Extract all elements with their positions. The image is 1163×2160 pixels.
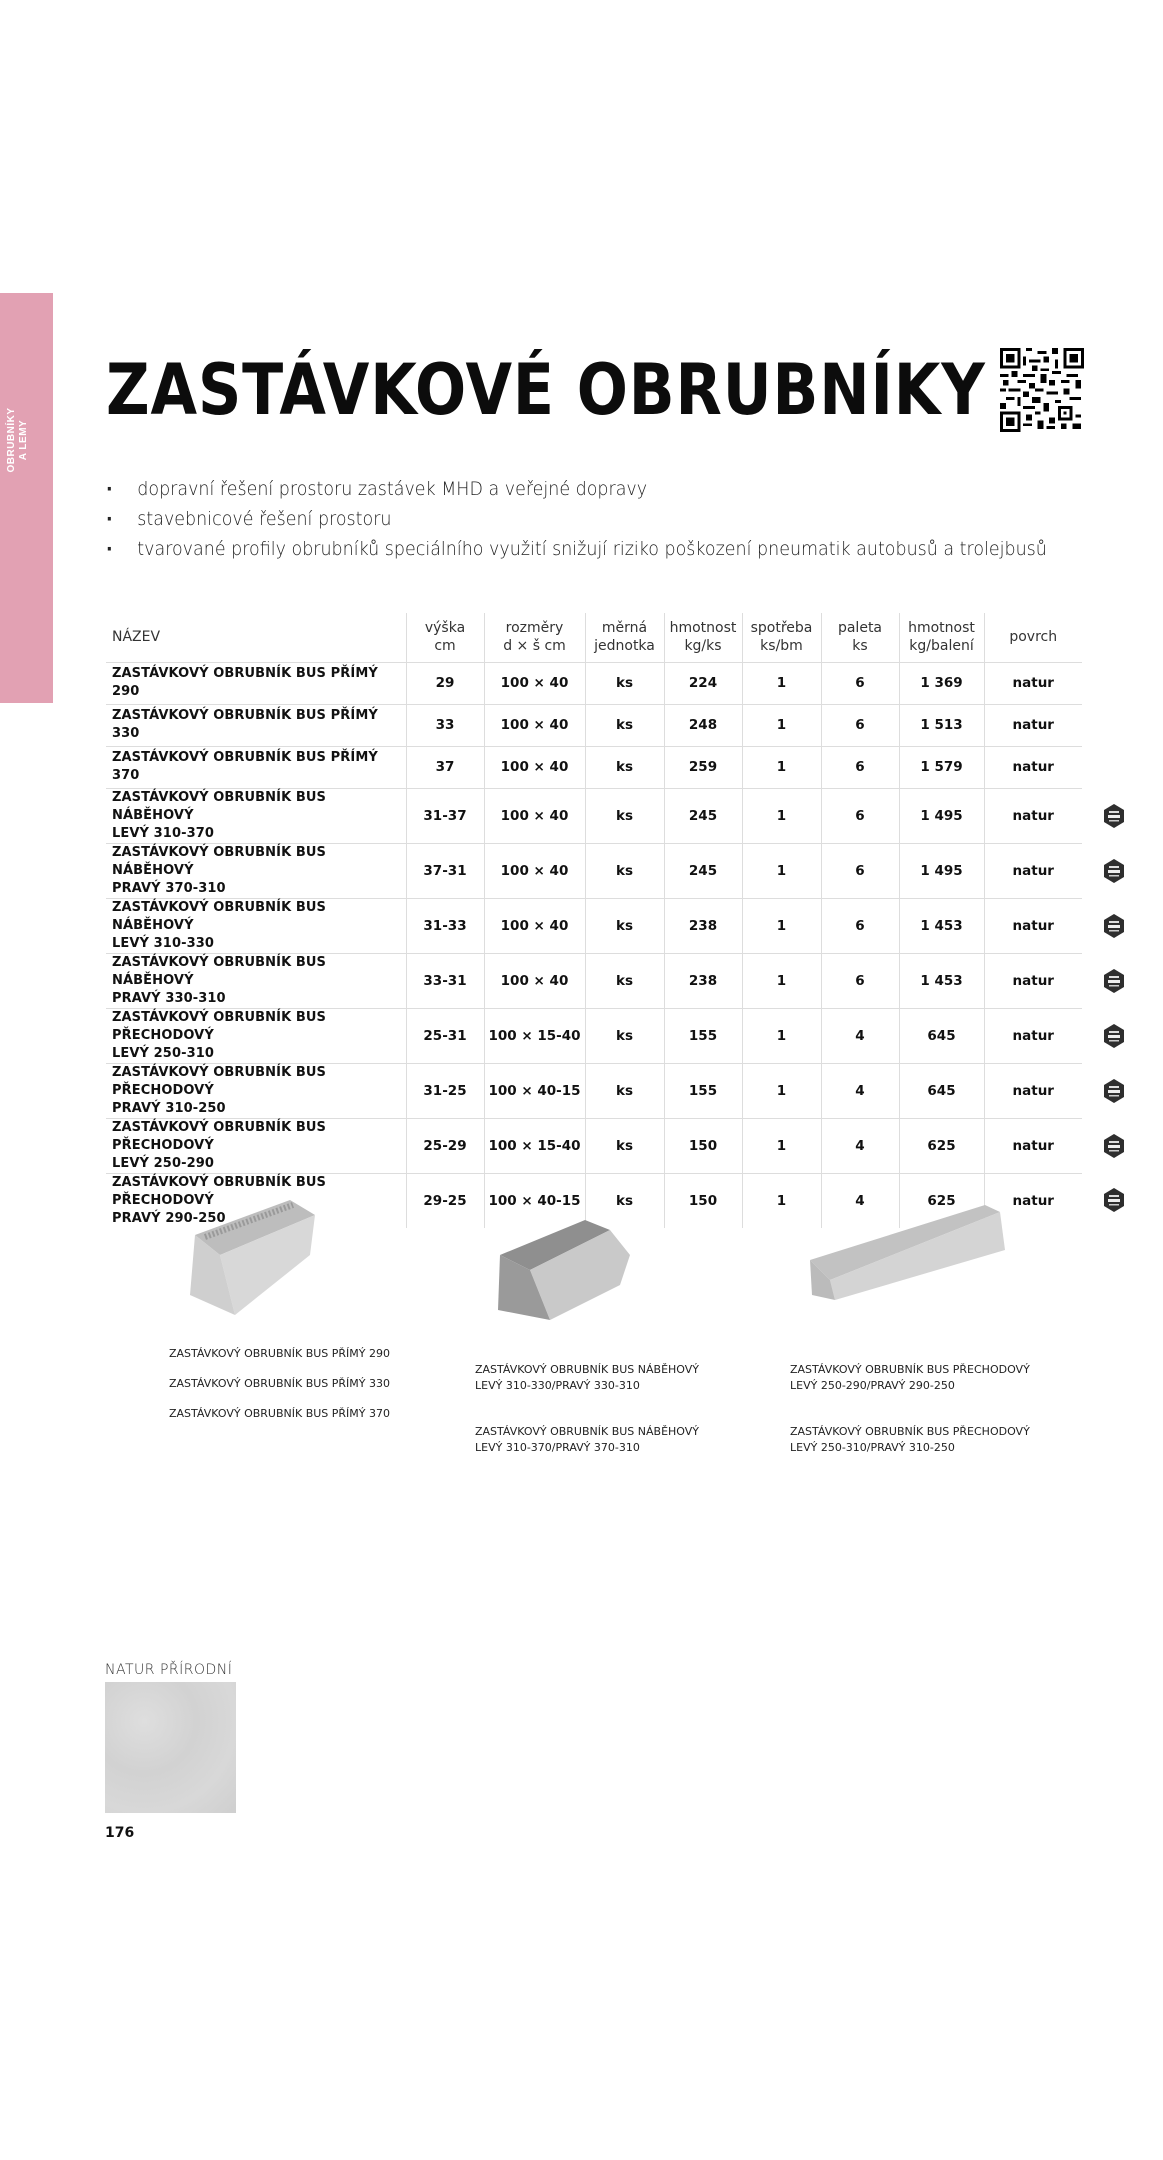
cell-height: 25-29 [406, 1118, 484, 1173]
cell-pallet: 6 [821, 843, 899, 898]
qr-code-icon[interactable] [1000, 348, 1084, 432]
cell-consumption: 1 [742, 662, 821, 704]
cell-name: ZASTÁVKOVÝ OBRUBNÍK BUS NÁBĚHOVÝ LEVÝ 310-370 [106, 788, 406, 843]
cell-weight: 259 [664, 746, 742, 788]
cell-dimensions: 100 × 40-15 [484, 1063, 585, 1118]
cell-pack-weight: 625 [899, 1173, 984, 1228]
section-side-tab-label [6, 360, 30, 520]
product-caption: ZASTÁVKOVÝ OBRUBNÍK BUS PŘECHODOVÝ LEVÝ 250-310/PRAVÝ 310-250 [790, 1425, 1030, 1454]
feature-item: · dopravní řešení prostoru zastávek MHD a veřejné dopravy [106, 474, 1047, 504]
cell-unit: ks [585, 898, 664, 953]
cell-weight: 155 [664, 1008, 742, 1063]
cell-consumption: 1 [742, 953, 821, 1008]
product-caption: ZASTÁVKOVÝ OBRUBNÍK BUS PŘECHODOVÝ LEVÝ 250-290/PRAVÝ 290-250 [790, 1363, 1030, 1392]
table-row [106, 898, 1126, 953]
cell-name: ZASTÁVKOVÝ OBRUBNÍK BUS NÁBĚHOVÝ LEVÝ 310-330 [106, 898, 406, 953]
certification-badge-icon [1102, 968, 1126, 994]
cell-consumption: 1 [742, 746, 821, 788]
curb-straight-image [175, 1195, 325, 1335]
caption-group-ramp [475, 1346, 699, 1486]
table-row [106, 843, 1126, 898]
cell-badge [1082, 1008, 1126, 1063]
cell-height: 31-33 [406, 898, 484, 953]
cell-weight: 155 [664, 1063, 742, 1118]
caption-group-straight [169, 1346, 390, 1436]
cell-badge [1082, 662, 1126, 704]
col-header-height: výška cm [406, 613, 484, 662]
cell-height: 31-37 [406, 788, 484, 843]
cell-pack-weight: 645 [899, 1008, 984, 1063]
cell-height: 29-25 [406, 1173, 484, 1228]
cell-weight: 248 [664, 704, 742, 746]
cell-badge [1082, 843, 1126, 898]
product-caption: ZASTÁVKOVÝ OBRUBNÍK BUS PŘÍMÝ 290 [169, 1347, 390, 1360]
cell-consumption: 1 [742, 1063, 821, 1118]
cell-unit: ks [585, 662, 664, 704]
side-tab-line-2: A LEMY [18, 419, 29, 461]
page-title: ZASTÁVKOVÉ OBRUBNÍKY [106, 349, 986, 431]
cell-consumption: 1 [742, 898, 821, 953]
cell-badge [1082, 788, 1126, 843]
cell-name: ZASTÁVKOVÝ OBRUBNÍK BUS PŘÍMÝ 330 [106, 704, 406, 746]
cell-consumption: 1 [742, 788, 821, 843]
cell-name: ZASTÁVKOVÝ OBRUBNÍK BUS PŘECHODOVÝ LEVÝ 250-290 [106, 1118, 406, 1173]
cell-name: ZASTÁVKOVÝ OBRUBNÍK BUS PŘECHODOVÝ PRAVÝ 290-250 [112, 1174, 327, 1226]
cell-consumption: 1 [742, 1118, 821, 1173]
page-number: 176 [105, 1825, 135, 1841]
cell-surface: natur [984, 1173, 1082, 1228]
cell-dimensions: 100 × 40 [484, 788, 585, 843]
table-row [106, 953, 1126, 1008]
curb-transition-image [800, 1200, 1010, 1310]
cell-badge [1082, 704, 1126, 746]
cell-surface: natur [984, 1008, 1082, 1063]
cell-pack-weight: 1 453 [899, 953, 984, 1008]
cell-unit: ks [585, 1118, 664, 1173]
cell-badge [1082, 746, 1126, 788]
cell-name: ZASTÁVKOVÝ OBRUBNÍK BUS NÁBĚHOVÝ PRAVÝ 370-310 [106, 843, 406, 898]
cell-surface: natur [984, 1063, 1082, 1118]
cell-badge [1082, 1173, 1126, 1228]
cell-dimensions: 100 × 40 [484, 843, 585, 898]
cell-surface: natur [984, 788, 1082, 843]
cell-surface: natur [984, 662, 1082, 704]
table-row [106, 788, 1126, 843]
cell-consumption: 1 [742, 1173, 821, 1228]
cell-pallet: 4 [821, 1063, 899, 1118]
cell-surface: natur [984, 746, 1082, 788]
col-header-dimensions: rozměry d × š cm [484, 613, 585, 662]
product-caption: ZASTÁVKOVÝ OBRUBNÍK BUS NÁBĚHOVÝ LEVÝ 310-330/PRAVÝ 330-310 [475, 1363, 700, 1392]
cell-unit: ks [585, 746, 664, 788]
cell-weight: 238 [664, 953, 742, 1008]
cell-pallet: 4 [821, 1118, 899, 1173]
cell-pallet: 6 [821, 788, 899, 843]
cell-badge [1082, 1063, 1126, 1118]
feature-item: · stavebnicové řešení prostoru [106, 504, 1047, 534]
curb-ramp-image [490, 1215, 640, 1335]
cell-weight: 224 [664, 662, 742, 704]
surface-swatch-label: NATUR PŘÍRODNÍ [105, 1662, 233, 1678]
cell-dimensions: 100 × 40 [484, 746, 585, 788]
cell-dimensions: 100 × 40 [484, 953, 585, 1008]
product-caption: ZASTÁVKOVÝ OBRUBNÍK BUS NÁBĚHOVÝ LEVÝ 310-370/PRAVÝ 370-310 [475, 1425, 700, 1454]
cell-pack-weight: 625 [899, 1118, 984, 1173]
cell-pallet: 4 [821, 1173, 899, 1228]
table-row [106, 746, 1126, 788]
certification-badge-icon [1102, 913, 1126, 939]
col-header-unit: měrná jednotka [585, 613, 664, 662]
certification-badge-icon [1102, 1023, 1126, 1049]
cell-dimensions: 100 × 40 [484, 662, 585, 704]
cell-unit: ks [585, 704, 664, 746]
cell-pallet: 6 [821, 953, 899, 1008]
product-spec-table [106, 613, 1126, 1228]
cell-height: 33 [406, 704, 484, 746]
cell-unit: ks [585, 788, 664, 843]
certification-badge-icon [1102, 1187, 1126, 1213]
cell-surface: natur [984, 898, 1082, 953]
cell-pack-weight: 1 495 [899, 788, 984, 843]
cell-consumption: 1 [742, 704, 821, 746]
cell-pack-weight: 1 513 [899, 704, 984, 746]
cell-name: ZASTÁVKOVÝ OBRUBNÍK BUS PŘÍMÝ 290 [106, 662, 406, 704]
cell-pallet: 6 [821, 746, 899, 788]
product-caption: ZASTÁVKOVÝ OBRUBNÍK BUS PŘÍMÝ 370 [169, 1407, 390, 1420]
cell-unit: ks [585, 843, 664, 898]
cell-height: 33-31 [406, 953, 484, 1008]
certification-badge-icon [1102, 1133, 1126, 1159]
cell-dimensions: 100 × 15-40 [484, 1008, 585, 1063]
cell-consumption: 1 [742, 843, 821, 898]
cell-pack-weight: 1 579 [899, 746, 984, 788]
cell-surface: natur [984, 704, 1082, 746]
col-header-consumption: spotřeba ks/bm [742, 613, 821, 662]
product-caption: ZASTÁVKOVÝ OBRUBNÍK BUS PŘÍMÝ 330 [169, 1377, 390, 1390]
caption-group-transition [790, 1346, 1030, 1486]
certification-badge-icon [1102, 803, 1126, 829]
certification-badge-icon [1102, 1078, 1126, 1104]
side-tab-line-1: OBRUBNÍKY [6, 407, 17, 473]
cell-height: 31-25 [406, 1063, 484, 1118]
table-row [106, 1118, 1126, 1173]
cell-surface: natur [984, 843, 1082, 898]
table-row [106, 662, 1126, 704]
table-header-row [106, 613, 1126, 662]
cell-height: 37-31 [406, 843, 484, 898]
certification-badge-icon [1102, 858, 1126, 884]
cell-pallet: 6 [821, 704, 899, 746]
cell-name: ZASTÁVKOVÝ OBRUBNÍK BUS PŘECHODOVÝ LEVÝ 250-310 [106, 1008, 406, 1063]
col-header-weight: hmotnost kg/ks [664, 613, 742, 662]
cell-height: 29 [406, 662, 484, 704]
cell-height: 37 [406, 746, 484, 788]
cell-pallet: 4 [821, 1008, 899, 1063]
cell-pallet: 6 [821, 898, 899, 953]
cell-pack-weight: 1 369 [899, 662, 984, 704]
feature-item: · tvarované profily obrubníků speciálního využití snižují riziko poškození pneumatik autobusů a trolejbusů [106, 534, 1047, 564]
cell-surface: natur [984, 953, 1082, 1008]
cell-surface: natur [984, 1118, 1082, 1173]
table-row [106, 704, 1126, 746]
cell-pack-weight: 1 453 [899, 898, 984, 953]
cell-weight: 245 [664, 843, 742, 898]
cell-pack-weight: 1 495 [899, 843, 984, 898]
surface-swatch [105, 1682, 236, 1813]
cell-name: ZASTÁVKOVÝ OBRUBNÍK BUS PŘECHODOVÝ PRAVÝ 310-250 [106, 1063, 406, 1118]
feature-list [106, 474, 1129, 564]
col-header-pallet: paleta ks [821, 613, 899, 662]
cell-name: ZASTÁVKOVÝ OBRUBNÍK BUS NÁBĚHOVÝ PRAVÝ 330-310 [106, 953, 406, 1008]
cell-unit: ks [585, 1008, 664, 1063]
col-header-pack-weight: hmotnost kg/balení [899, 613, 984, 662]
cell-weight: 238 [664, 898, 742, 953]
cell-unit: ks [585, 1173, 664, 1228]
cell-dimensions: 100 × 40 [484, 898, 585, 953]
cell-weight: 245 [664, 788, 742, 843]
table-row [106, 1008, 1126, 1063]
cell-unit: ks [585, 953, 664, 1008]
cell-unit: ks [585, 1063, 664, 1118]
cell-badge [1082, 953, 1126, 1008]
cell-badge [1082, 898, 1126, 953]
cell-dimensions: 100 × 40-15 [484, 1173, 585, 1228]
cell-badge [1082, 1118, 1126, 1173]
col-header-surface: povrch [984, 613, 1082, 662]
cell-dimensions: 100 × 15-40 [484, 1118, 585, 1173]
cell-pack-weight: 645 [899, 1063, 984, 1118]
cell-pallet: 6 [821, 662, 899, 704]
cell-weight: 150 [664, 1173, 742, 1228]
cell-weight: 150 [664, 1118, 742, 1173]
cell-dimensions: 100 × 40 [484, 704, 585, 746]
cell-height: 25-31 [406, 1008, 484, 1063]
cell-name: ZASTÁVKOVÝ OBRUBNÍK BUS PŘÍMÝ 370 [106, 746, 406, 788]
col-header-name: NÁZEV [106, 613, 406, 662]
cell-consumption: 1 [742, 1008, 821, 1063]
table-row [106, 1063, 1126, 1118]
